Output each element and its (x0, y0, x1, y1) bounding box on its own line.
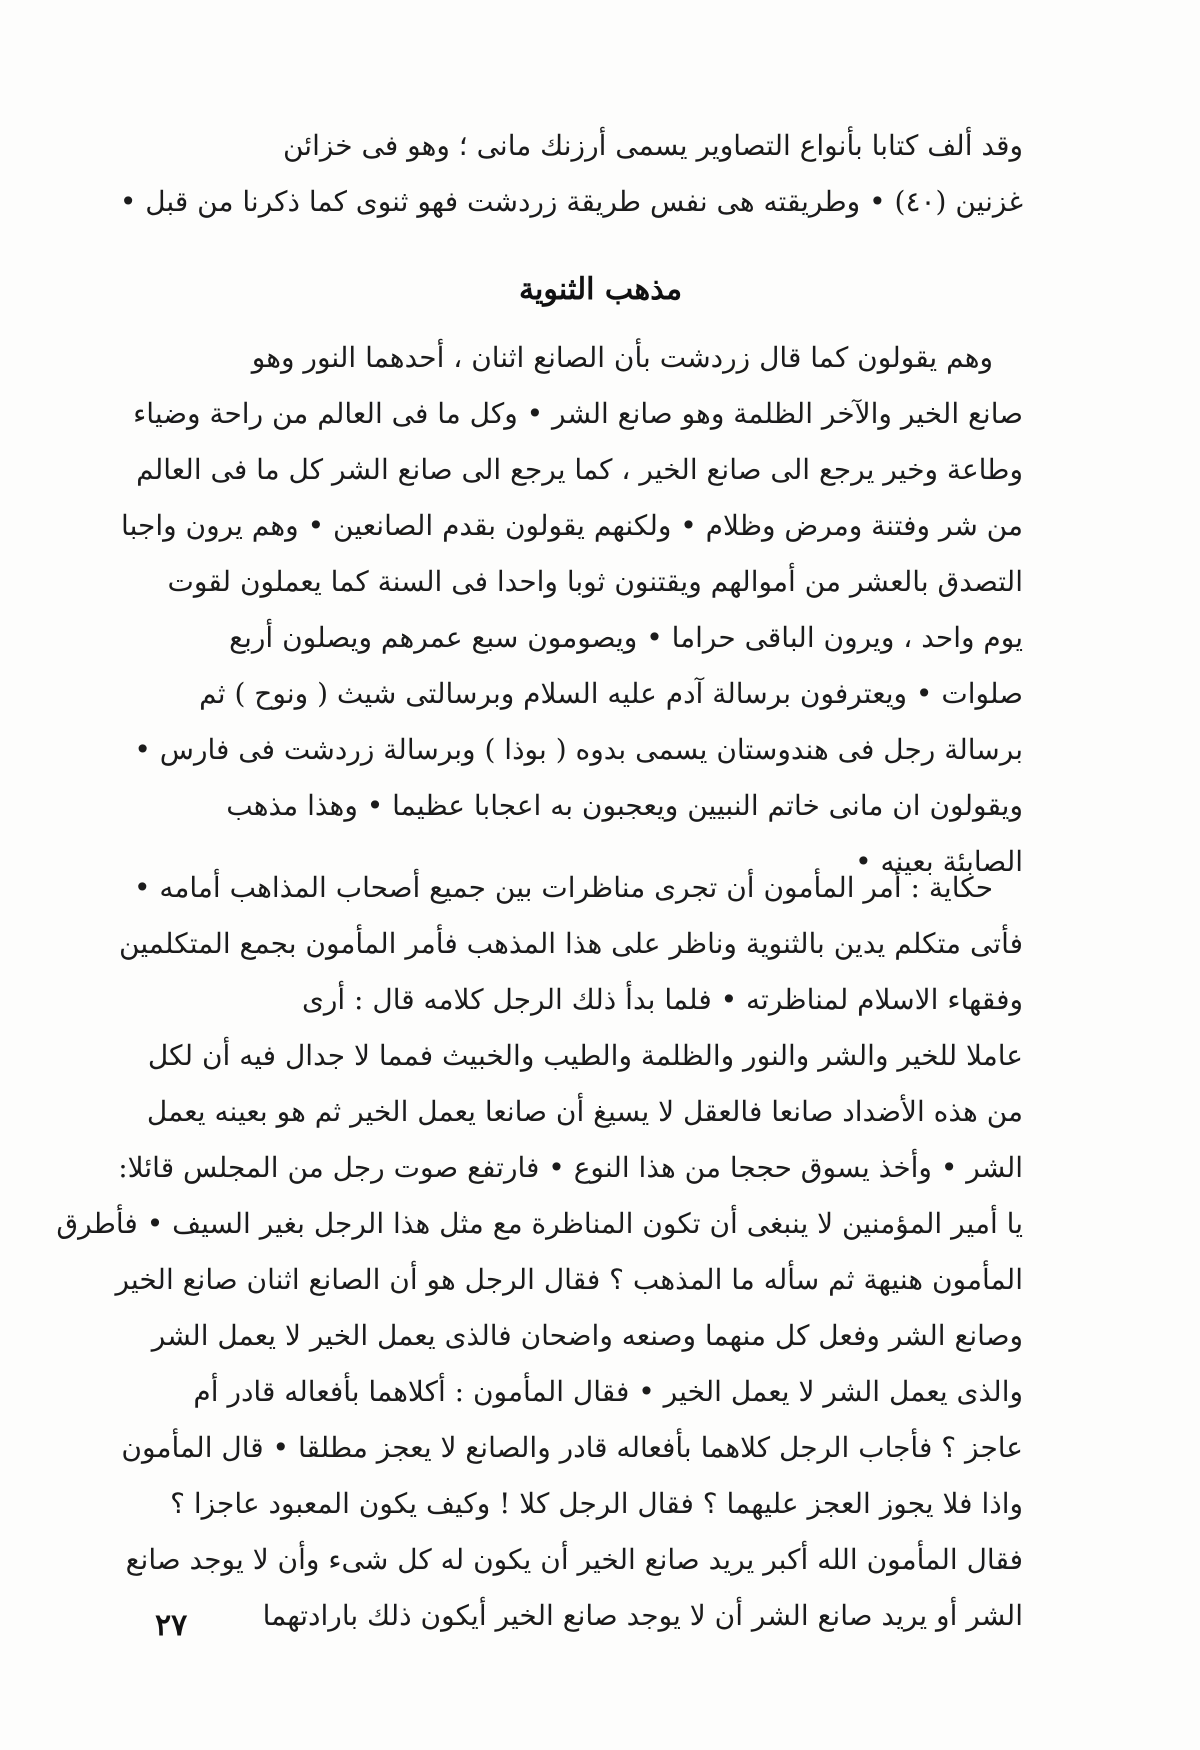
page-number: ٢٧ (155, 1608, 188, 1643)
text-line: من هذه الأضداد صانعا فالعقل لا يسيغ أن صانعا يعمل الخير ثم هو بعينه يعمل (146, 1095, 1023, 1128)
text-line: يوم واحد ، ويرون الباقى حراما • ويصومون سبع عمرهم ويصلون أربع (229, 621, 1023, 654)
text-line: فأتى متكلم يدين بالثنوية وناظر على هذا المذهب فأمر المأمون بجمع المتكلمين (119, 927, 1023, 960)
text-line: من شر وفتنة ومرض وظلام • ولكنهم يقولون بقدم الصانعين • وهم يرون واجبا (121, 509, 1023, 542)
text-line: التصدق بالعشر من أموالهم ويقتنون ثوبا واحدا فى السنة كما يعملون لقوت (167, 565, 1023, 598)
text-line: ويقولون ان مانى خاتم النبيين ويعجبون به اعجابا عظيما • وهذا مذهب (226, 789, 1023, 822)
text-line: عاجز ؟ فأجاب الرجل كلاهما بأفعاله قادر والصانع لا يعجز مطلقا • قال المأمون (121, 1431, 1023, 1464)
text-line: برسالة رجل فى هندوستان يسمى بدوه ( بوذا ) وبرسالة زردشت فى فارس • (134, 733, 1023, 766)
text-line: فقال المأمون الله أكبر يريد صانع الخير أن يكون له كل شىء وأن لا يوجد صانع (125, 1543, 1023, 1576)
text-line: وصانع الشر وفعل كل منهما وصنعه واضحان فالذى يعمل الخير لا يعمل الشر (151, 1319, 1023, 1352)
text-line: واذا فلا يجوز العجز عليهما ؟ فقال الرجل كلا ! وكيف يكون المعبود عاجزا ؟ (170, 1487, 1023, 1520)
text-line: وطاعة وخير يرجع الى صانع الخير ، كما يرجع الى صانع الشر كل ما فى العالم (136, 453, 1023, 486)
text-line: غزنين (٤٠) • وطريقته هى نفس طريقة زردشت فهو ثنوى كما ذكرنا من قبل • (119, 185, 1023, 218)
text-line: والذى يعمل الشر لا يعمل الخير • فقال المأمون : أكلاهما بأفعاله قادر أم (193, 1375, 1023, 1408)
section-heading: مذهب الثنوية (518, 272, 683, 307)
intro-paragraph (119, 118, 1023, 230)
text-line: وفقهاء الاسلام لمناظرته • فلما بدأ ذلك الرجل كلامه قال : أرى (301, 983, 1023, 1016)
text-line: الشر أو يريد صانع الشر أن لا يوجد صانع الخير أيكون ذلك بارادتهما (262, 1599, 1023, 1632)
text-line: وهم يقولون كما قال زردشت بأن الصانع اثنان ، أحدهما النور وهو (251, 341, 993, 374)
text-line: صلوات • ويعترفون برسالة آدم عليه السلام وبرسالتى شيث ( ونوح ) ثم (199, 677, 1023, 710)
text-line: الصابئة بعينه • (855, 845, 1023, 878)
text-line: وقد ألف كتابا بأنواع التصاوير يسمى أرزنك مانى ؛ وهو فى خزائن (282, 129, 1023, 162)
text-line: المأمون هنيهة ثم سأله ما المذهب ؟ فقال الرجل هو أن الصانع اثنان صانع الخير (115, 1263, 1023, 1296)
dualism-paragraph (121, 330, 1023, 890)
text-line: عاملا للخير والشر والنور والظلمة والطيب والخبيث فمما لا جدال فيه أن لكل (147, 1039, 1023, 1072)
text-line: يا أمير المؤمنين لا ينبغى أن تكون المناظرة مع مثل هذا الرجل بغير السيف • فأطرق (56, 1207, 1023, 1240)
text-line: صانع الخير والآخر الظلمة وهو صانع الشر • وكل ما فى العالم من راحة وضياء (133, 397, 1023, 430)
text-line: الشر • وأخذ يسوق حججا من هذا النوع • فارتفع صوت رجل من المجلس قائلا: (118, 1151, 1023, 1184)
text-line: حكاية : أمر المأمون أن تجرى مناظرات بين جميع أصحاب المذاهب أمامه • (133, 871, 993, 904)
